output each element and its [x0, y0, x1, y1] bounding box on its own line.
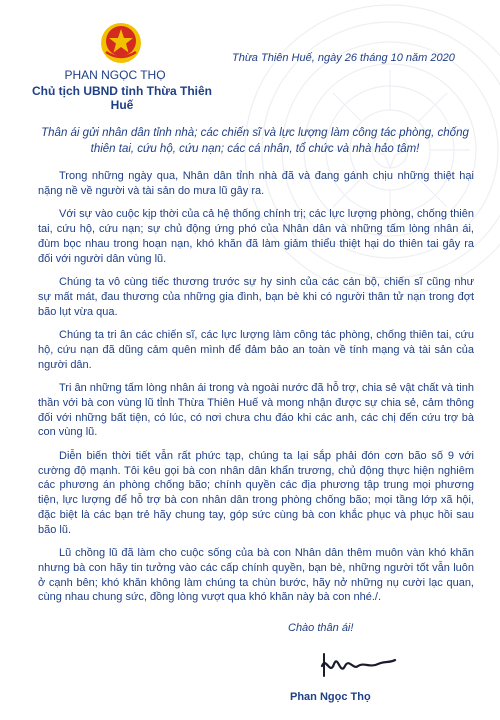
- letter-body: [38, 169, 474, 614]
- body-paragraph: Chúng ta tri ân các chiến sĩ, các lực lượng làm công tác phòng, chống thiên tai, cứu hộ, cứu nạn đã dũng cảm quên mình để đảm bảo an toàn về tính mạng và tài sản của người dân.: [38, 328, 474, 371]
- closing-line: Chào thân ái!: [288, 622, 354, 634]
- body-paragraph: Trong những ngày qua, Nhân dân tỉnh nhà đã và đang gánh chịu những thiệt hại nặng nề về người và tài sản do mưa lũ gây ra.: [38, 170, 474, 197]
- body-paragraph: Diễn biến thời tiết vẫn rất phức tạp, chúng ta lại sắp phải đón cơn bão số 9 với cường độ mạnh. Tôi kêu gọi bà con nhân dân khẩn trương, chủ động thực hiện nghiêm các phương án phòng chống bão; chính quyền các địa phương tập trung mọi phương tiện, lực lượng để hỗ trợ bà con nhân dân trong phòng chống bão; mọi tầng lớp xã hội, đặc biệt là các bạn trẻ hãy chung tay, góp sức cùng bà con khắc phục và phục hồi sau bão lũ.: [38, 449, 474, 536]
- date-line: Thừa Thiên Huế, ngày 26 tháng 10 năm 2020: [232, 52, 455, 64]
- body-paragraph: Với sự vào cuộc kịp thời của cả hệ thống chính trị; các lực lượng phòng, chống thiên tai, cứu hộ, cứu nạn; sự chủ động ứng phó của Nhân dân và những tấm lòng nhân ái, đùm bọc nhau trong hoạn nạn, khó khăn đã làm giảm thiểu thiệt hại do thiên tai gây ra đối với người dân vùng lũ.: [38, 208, 474, 265]
- body-paragraph: Chúng ta vô cùng tiếc thương trước sự hy sinh của các cán bộ, chiến sĩ cũng như sự mất mát, đau thương của những gia đình, bạn bè khi có người thân tử nạn trong đợt bão lụt vừa qua.: [38, 275, 474, 318]
- greeting: Thân ái gửi nhân dân tỉnh nhà; các chiến sĩ và lực lượng làm công tác phòng, chống thiên tai, cứu hộ, cứu nạn; các cá nhân, tổ chức và nhà hảo tâm!: [41, 127, 469, 155]
- handwritten-signature-icon: [318, 646, 398, 680]
- national-emblem-icon: [100, 22, 142, 64]
- signer-name: Phan Ngọc Thọ: [290, 691, 371, 703]
- body-paragraph: Tri ân những tấm lòng nhân ái trong và ngoài nước đã hỗ trợ, chia sẻ vật chất và tinh thần với bà con vùng lũ tỉnh Thừa Thiên Huế và mong nhận được sự chia sẻ, cảm thông đối với những bất tiện, có lúc, có nơi chưa chu đáo khi các anh, các chị đến cứu trợ bà con vùng lũ.: [38, 381, 474, 439]
- sender-title: Chủ tịch UBND tỉnh Thừa Thiên Huế: [31, 84, 212, 112]
- sender-name: PHAN NGỌC THỌ: [64, 68, 166, 82]
- body-paragraph: Lũ chồng lũ đã làm cho cuộc sống của bà con Nhân dân thêm muôn vàn khó khăn nhưng bà con hãy tin tưởng vào các cấp chính quyền, bạn bè, những người tốt vẫn luôn ở cạnh bên; khó khăn không làm chúng ta chùn bước, hãy nở những nụ cười lạc quan, cùng nhau chung sức, đồng lòng vượt qua khó khăn này bà con nhé./.: [38, 547, 474, 604]
